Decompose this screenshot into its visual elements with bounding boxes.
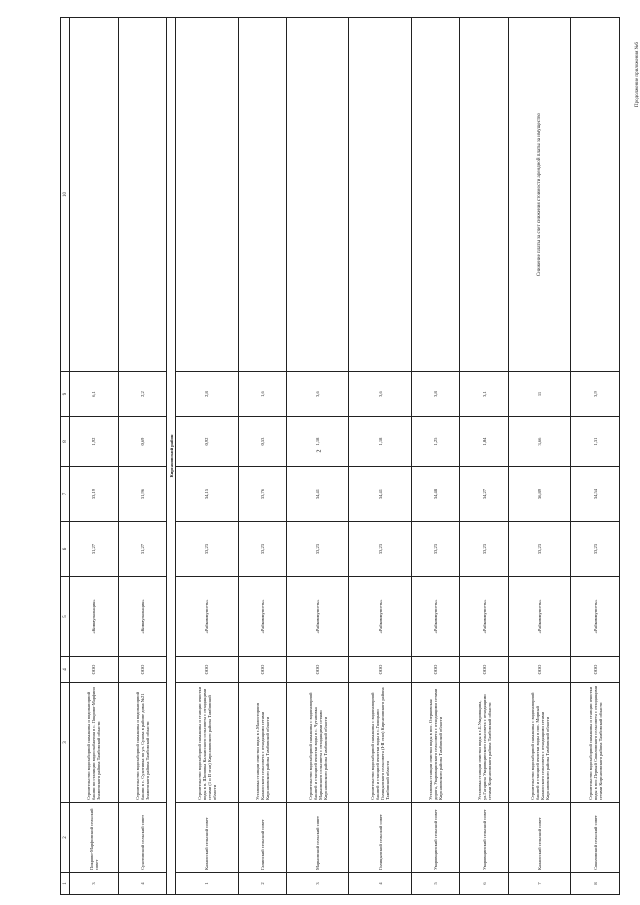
value-col6: 31,27 — [118, 522, 167, 577]
project-description: Строительство водозаборной скважины с водонапорной башней и станцией очистки воды в с. Чутановка Марьинского сельсовета с отходящими сетями Кирсановского района Тамбовской области — [287, 683, 349, 803]
note-col10 — [118, 18, 167, 372]
company-name: «Райкоммунсеть» — [571, 577, 620, 657]
note-col10: Снижение платы за счет снижения стоимости арендной платы за имущество — [509, 18, 571, 372]
council-name: Покрово-Марфинский сельский совет — [70, 803, 119, 873]
value-col6: 33,23 — [238, 522, 287, 577]
value-col6: 33,23 — [509, 522, 571, 577]
council-name: Соколовский сельский совет — [571, 803, 620, 873]
note-col10 — [238, 18, 287, 372]
org-form: ООО — [238, 657, 287, 683]
value-col9: 3,9 — [571, 372, 620, 417]
value-col9: 6,1 — [70, 372, 119, 417]
value-col7: 34,48 — [411, 467, 460, 522]
council-name: Голицынский сельский совет — [349, 803, 411, 873]
row-number: 6 — [460, 873, 509, 895]
org-form: ООО — [460, 657, 509, 683]
note-col10 — [176, 18, 238, 372]
row-number: 5 — [411, 873, 460, 895]
value-col9: 2,8 — [176, 372, 238, 417]
column-header: 3 — [61, 683, 70, 803]
value-col7: 34,27 — [460, 467, 509, 522]
value-col9: 3,6 — [287, 372, 349, 417]
company-name: «Райкоммунсеть» — [411, 577, 460, 657]
column-header: 9 — [61, 372, 70, 417]
value-col6: 33,23 — [287, 522, 349, 577]
council-name: Уваровщинский сельский совет — [411, 803, 460, 873]
table-row — [509, 18, 571, 895]
project-description: Строительство водозаборной скважины с водонапорной башней и станцией очистки воды в с.Голицыно Голицынского сельсовета (I-II этап) Кирсановского района Тамбовской области — [349, 683, 411, 803]
row-number: 8 — [571, 873, 620, 895]
company-name: «Коммунальщик» — [70, 577, 119, 657]
value-col7: 36,89 — [509, 467, 571, 522]
council-name: Ганинский сельский совет — [238, 803, 287, 873]
column-header: 1 — [61, 873, 70, 895]
table-row — [460, 18, 509, 895]
tariff-table — [60, 17, 620, 895]
row-number: 3 — [287, 873, 349, 895]
table-row — [176, 18, 238, 895]
project-description: Строительство водозаборной скважины и станции очистки воды в п. Шиповка Калаисского сельсовета с отходящими сетями (1 и II этап) Кирсановского района Тамбовской области — [176, 683, 238, 803]
column-header: 2 — [61, 803, 70, 873]
project-description: Строительство водозаборной скважины и водонапорной башни по станиции водоснабжения в с. Покрово-Марфино Знаменского района Тамбовской области — [70, 683, 119, 803]
value-col8: 1,92 — [70, 417, 119, 467]
value-col7: 33,76 — [238, 467, 287, 522]
company-name: «Коммунальщик» — [118, 577, 167, 657]
table-row — [287, 18, 349, 895]
value-col8: 1,04 — [460, 417, 509, 467]
council-name: Уваровщинский сельский совет — [460, 803, 509, 873]
table-row — [70, 18, 119, 895]
row-number: 3 — [70, 873, 119, 895]
value-col8: 1,18 — [287, 417, 349, 467]
council-name: Калаисский сельский совет — [176, 803, 238, 873]
column-header: 5 — [61, 577, 70, 657]
project-description: Установка станции очистки воды в с.Малосторонн Калаисского сельсовета с отходящими сетями Кирсановского района Тамбовской области — [238, 683, 287, 803]
org-form: ООО — [176, 657, 238, 683]
org-form: ООО — [571, 657, 620, 683]
value-col9: 3,8 — [411, 372, 460, 417]
table-row — [571, 18, 620, 895]
value-col8: 0,69 — [118, 417, 167, 467]
org-form: ООО — [118, 657, 167, 683]
table-row — [411, 18, 460, 895]
org-form: ООО — [349, 657, 411, 683]
column-header: 8 — [61, 417, 70, 467]
value-col8: 0,92 — [176, 417, 238, 467]
value-col8: 0,53 — [238, 417, 287, 467]
value-col6: 33,23 — [460, 522, 509, 577]
project-description: Строительство водозаборной скважины и станции очистки воды в пос.Первый Соколовского сельсовета с отходящими сетями Кирсановского района Тамбовской области — [571, 683, 620, 803]
header-row — [61, 18, 70, 895]
value-col7: 34,15 — [176, 467, 238, 522]
value-col7: 31,96 — [118, 467, 167, 522]
column-header: 7 — [61, 467, 70, 522]
value-col8: 1,25 — [411, 417, 460, 467]
table-row — [238, 18, 287, 895]
org-form: ООО — [411, 657, 460, 683]
company-name: «Райкоммунсеть» — [176, 577, 238, 657]
value-col9: 11 — [509, 372, 571, 417]
value-col8: 1,18 — [349, 417, 411, 467]
note-col10 — [571, 18, 620, 372]
project-description: Установка станции очистки воды в с.Б.Уваровщина, ул.Гагарина Уваровщинского сельсовета с отходящими сетями Кирсановского района Тамбовской области — [460, 683, 509, 803]
page-number: 2 — [316, 449, 323, 453]
row-number: 2 — [238, 873, 287, 895]
row-number: 4 — [118, 873, 167, 895]
value-col7: 34,41 — [287, 467, 349, 522]
column-header: 10 — [61, 18, 70, 372]
project-description: Строительство водозаборной скважины и водонапорной башни в с. Сухотинка по ул. Сухова в районе дома №21 Знаменского района Тамбовской области — [118, 683, 167, 803]
section-title: Кирсановский район — [167, 18, 176, 895]
table-row — [349, 18, 411, 895]
council-name: Марьинский сельский совет — [287, 803, 349, 873]
row-number: 7 — [509, 873, 571, 895]
column-header: 4 — [61, 657, 70, 683]
note-col10 — [287, 18, 349, 372]
note-col10 — [70, 18, 119, 372]
note-col10 — [460, 18, 509, 372]
value-col8: 3,66 — [509, 417, 571, 467]
row-number: 4 — [349, 873, 411, 895]
value-col8: 1,31 — [571, 417, 620, 467]
value-col6: 33,23 — [349, 522, 411, 577]
org-form: ООО — [287, 657, 349, 683]
company-name: «Райкоммунсеть» — [287, 577, 349, 657]
council-name: Сухотинский сельский совет — [118, 803, 167, 873]
section-row — [167, 18, 176, 895]
table-row — [118, 18, 167, 895]
column-header: 6 — [61, 522, 70, 577]
caption: Продолжение приложения №6 — [635, 42, 640, 107]
council-name: Калаисский сельский совет — [509, 803, 571, 873]
value-col7: 34,54 — [571, 467, 620, 522]
row-number: 1 — [176, 873, 238, 895]
org-form: ООО — [509, 657, 571, 683]
project-description: Строительство водозаборной скважины с водонапорной башней и станцией очистки воды в пос. Мирный Калаисского сельсовета с отходящими сетями Кирсановского района Тамбовской области — [509, 683, 571, 803]
value-col6: 33,23 — [411, 522, 460, 577]
company-name: «Райкоммунсеть» — [509, 577, 571, 657]
rotated-table-wrapper — [60, 18, 620, 895]
value-col7: 34,41 — [349, 467, 411, 522]
value-col6: 33,23 — [176, 522, 238, 577]
note-col10 — [349, 18, 411, 372]
company-name: «Райкоммунсеть» — [349, 577, 411, 657]
value-col9: 1,6 — [238, 372, 287, 417]
company-name: «Райкоммунсеть» — [238, 577, 287, 657]
value-col7: 33,19 — [70, 467, 119, 522]
value-col9: 2,2 — [118, 372, 167, 417]
value-col6: 33,23 — [571, 522, 620, 577]
value-col9: 3,1 — [460, 372, 509, 417]
value-col9: 3,6 — [349, 372, 411, 417]
company-name: «Райкоммунсеть» — [460, 577, 509, 657]
project-description: Установка станции очистки воды в пос. Озерковская дорога, Уваровщинского сельсовета с отходящими сетями Кирсановского района Тамбовской области — [411, 683, 460, 803]
value-col6: 31,27 — [70, 522, 119, 577]
org-form: ООО — [70, 657, 119, 683]
note-col10 — [411, 18, 460, 372]
